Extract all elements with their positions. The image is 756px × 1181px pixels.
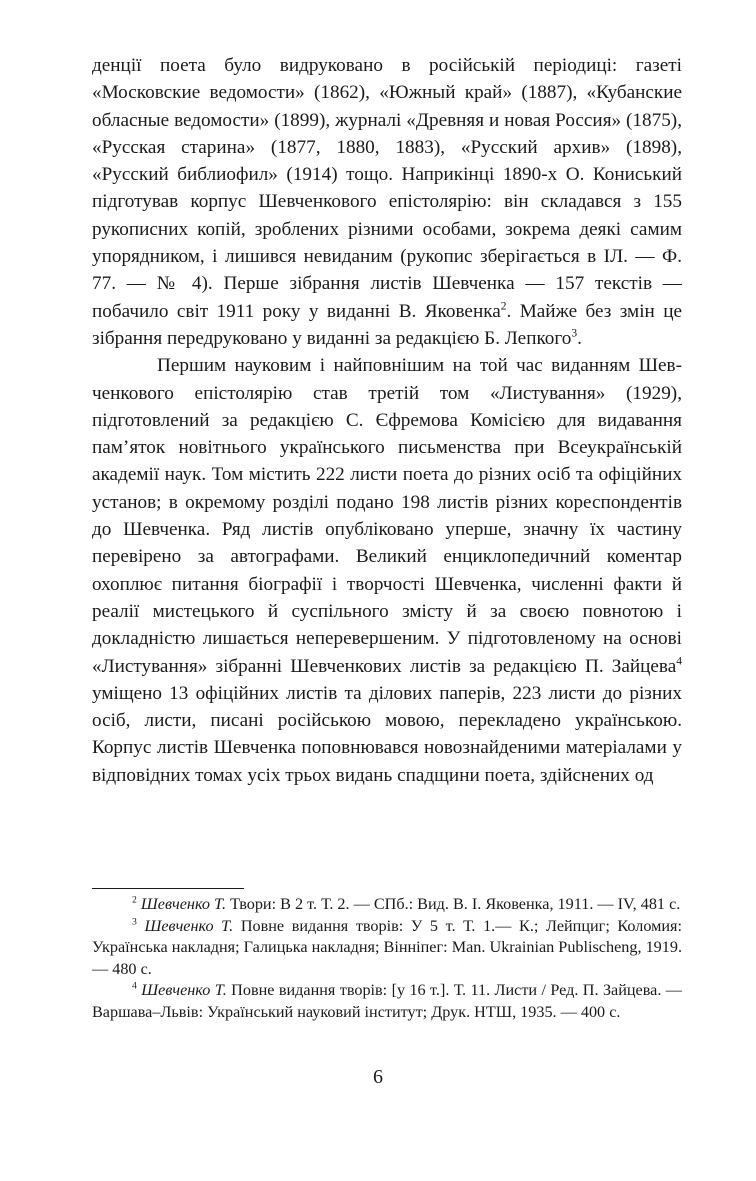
paragraph-text: Першим науковим і найповнішим на той час виданням Шевченкового епістолярію став третій том «Листування» (1929), підготовлений за редакцією С. Єфремова Комісією для видавання пам’яток новітнього українського письменства при Всеукраїнській академії наук. Том містить 222 листи поета до різних осіб та офіційних установ; в окремому розділі подано 198 листів різних кореспондентів до Шевченка. Ряд листів опубліковано уперше, значну їх частину перевірено за автографами. Великий енциклопедичний коментар охоплює питання біографії і творчості Шевченка, численні факти й реалії мистецького й суспільного змісту й за своєю повнотою і докладністю лишається неперевершеним. У підготовленому на основі «Листування» зібранні Шевченкових листів за редакцією П. Зайцева [92, 355, 682, 677]
footnote-number: 3 [132, 916, 137, 928]
footnote-divider [92, 888, 244, 889]
paragraph-text: денції поета було видруковано в російській періодиці: газеті «Московские ведомости» (1862), «Южный край» (1887), «Кубанские обласные ведомости» (1899), журналі «Древняя и новая Россия» (1875), «Русская старина» (1877, 1880, 1883), «Русский архив» (1898), «Русский библиофил» (1914) тощо. Наприкінці 1890-х О. Кониський підготував корпус Шевченкового епістолярію: він складався з 155 рукописних копій, зроблених різними особами, зокрема деякі самим упорядником, і лишився невиданим (рукопис зберігається в ІЛ. — Ф. 77. — № 4). Перше зібрання листів Шевченка — 157 текстів — побачило світ 1911 року у виданні В. Яковенка [92, 55, 682, 322]
page-number: 6 [373, 1066, 383, 1088]
paragraph-text: . [577, 327, 582, 349]
paragraph-text: уміщено 13 офіційних листів та ділових паперів, 223 листи до різних осіб, листи, писані російською мовою, перекладено українською. Корпус листів Шевченка поповнювався новознайденими матеріалами у відповідних томах усіх трьох видань спадщини поета, здійснених од [92, 682, 682, 786]
footnote-author: Шевченко Т. [140, 895, 227, 913]
footnote-text: Повне видання творів: [у 16 т.]. Т. 11. Листи / Ред. П. Зайцева. — Варшава–Львів: Український науковий інститут; Друк. НТШ, 1935. — 400 с. [92, 981, 682, 1021]
footnote [92, 894, 682, 916]
footnote [92, 980, 682, 1023]
body-paragraph [92, 352, 682, 789]
body-paragraph [92, 52, 682, 352]
paragraph-text: . Майже без змін це зібрання передруковано у виданні за редакцією Б. Лепкого [92, 300, 682, 349]
footnote-author: Шевченко Т. [144, 916, 234, 935]
footnote-number: 4 [132, 980, 137, 992]
footnotes [92, 894, 682, 1024]
footnote-author: Шевченко Т. [141, 981, 227, 1000]
footnote-text: Твори: В 2 т. Т. 2. — СПб.: Вид. В. І. Яковенка, 1911. — IV, 481 с. [226, 895, 681, 913]
footnote-reference[interactable]: 2 [500, 300, 507, 313]
footnote-reference[interactable]: 4 [676, 655, 682, 668]
footnote-text: Повне видання творів: У 5 т. Т. 1.— К.; Лейпциг; Коломия: Українська накладня; Галицька накладня; Вінніпег: Man. Ukrainian Publischeng, 1919. — 480 с. [92, 916, 683, 978]
footnote-reference[interactable]: 3 [571, 327, 578, 340]
footnote [92, 916, 682, 981]
footnote-number: 2 [132, 894, 137, 906]
main-text [92, 52, 682, 789]
